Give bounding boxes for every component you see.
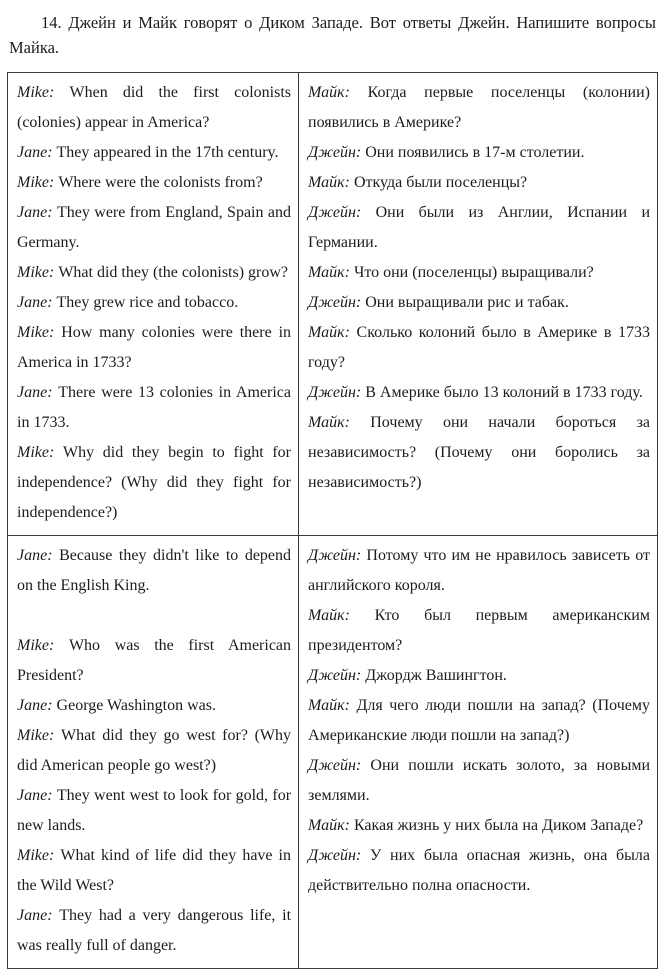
dialogue-line [17,721,291,781]
dialogue-line [17,258,291,288]
dialogue-line [308,691,650,751]
line-text: У них была опасная жизнь, она была действительно полна опасности. [308,847,651,894]
line-text: Кто был первым американским президентом? [308,607,650,654]
dialogue-line [308,318,650,378]
speaker-name: Jane: [17,547,60,564]
dialogue-cell-left [8,73,299,536]
dialogue-cell-right [299,536,658,969]
dialogue-cell-right [299,73,658,536]
line-text: Откуда были поселенцы? [353,174,528,191]
dialogue-line [308,78,650,138]
speaker-name: Майк: [308,324,357,341]
speaker-name: Джейн: [308,547,367,564]
speaker-name: Jane: [17,787,57,804]
dialogue-line [308,198,650,258]
line-text: Потому что им не нравилось зависеть от английского короля. [308,547,650,594]
speaker-name: Джейн: [308,847,370,864]
line-text: Where were the colonists from? [58,174,263,191]
speaker-name: Jane: [17,204,57,221]
dialogue-line [17,78,291,138]
speaker-name: Mike: [17,637,69,654]
dialogue-cell-left [8,536,299,969]
line-text: Why did they begin to fight for independence? (Why did they fight for independence?) [17,444,292,521]
speaker-name: Джейн: [308,204,376,221]
dialogue-line [308,408,650,498]
dialogue-line [17,841,291,901]
dialogue-line [17,378,291,438]
dialogue-line [17,691,291,721]
dialogue-row [8,536,658,969]
dialogue-line [308,751,650,811]
dialogue-line [308,378,650,408]
dialogue-row [8,73,658,536]
line-text: They appeared in the 17th century. [56,144,279,161]
speaker-name: Джейн: [308,384,366,401]
speaker-name: Mike: [17,847,61,864]
speaker-name: Mike: [17,174,59,191]
line-text: They had a very dangerous life, it was really full of danger. [17,907,292,954]
dialogue-line [308,601,650,661]
dialogue-table-body [8,73,658,969]
dialogue-line [17,168,291,198]
dialogue-line [308,288,650,318]
line-text: Сколько колоний было в Америке в 1733 году? [308,324,650,371]
line-text: How many colonies were there in America in 1733? [17,324,292,371]
line-text: They grew rice and tobacco. [56,294,239,311]
line-text: They were from England, Spain and Germany. [17,204,292,251]
line-text: Для чего люди пошли на запад? (Почему Американские люди пошли на запад?) [308,697,650,744]
line-text: Who was the first American President? [17,637,292,684]
dialogue-line [308,841,650,901]
speaker-name: Джейн: [308,294,366,311]
dialogue-line [17,288,291,318]
line-text: What did they go west for? (Why did American people go west?) [17,727,292,774]
dialogue-line [308,258,650,288]
dialogue-line [17,318,291,378]
dialogue-line [17,541,291,601]
dialogue-table [7,72,658,969]
speaker-name: Майк: [308,174,354,191]
line-text: George Washington was. [56,697,216,714]
speaker-name: Майк: [308,697,357,714]
speaker-name: Jane: [17,697,57,714]
dialogue-line [308,138,650,168]
speaker-name: Майк: [308,414,371,431]
speaker-name: Jane: [17,294,57,311]
line-text: They went west to look for gold, for new lands. [17,787,292,834]
line-text: Они появились в 17-м столетии. [365,144,585,161]
speaker-name: Mike: [17,84,70,101]
dialogue-line [308,168,650,198]
line-text: Они пошли искать золото, за новыми землями. [308,757,650,804]
speaker-name: Mike: [17,264,59,281]
speaker-name: Джейн: [308,757,371,774]
dialogue-line [17,781,291,841]
dialogue-line [308,811,650,841]
dialogue-line [17,438,291,528]
speaker-name: Jane: [17,384,59,401]
line-text: Because they didn't like to depend on the English King. [17,547,292,594]
line-text: When did the first colonists (colonies) appear in America? [17,84,292,131]
speaker-name: Джейн: [308,667,366,684]
speaker-name: Jane: [17,144,57,161]
speaker-name: Майк: [308,84,368,101]
exercise-title: 14. Джейн и Майк говорят о Диком Западе. Вот ответы Джейн. Напишите вопросы Майка. [9,13,656,57]
line-text: Что они (поселенцы) выращивали? [353,264,594,281]
line-text: Почему они начали бороться за независимость? (Почему они боролись за независимость?) [308,414,650,491]
speaker-name: Майк: [308,607,375,624]
line-text: What kind of life did they have in the Wild West? [17,847,291,894]
line-text: Они были из Англии, Испании и Германии. [308,204,651,251]
line-text: Когда первые поселенцы (колонии) появились в Америке? [308,84,650,131]
line-text: В Америке было 13 колоний в 1733 году. [365,384,643,401]
speaker-name: Майк: [308,817,354,834]
dialogue-line [308,541,650,601]
dialogue-line [17,631,291,691]
speaker-name: Jane: [17,907,60,924]
speaker-name: Mike: [17,324,62,341]
dialogue-line [17,901,291,961]
speaker-name: Mike: [17,444,63,461]
speaker-name: Mike: [17,727,61,744]
dialogue-line [308,661,650,691]
line-text: Какая жизнь у них была на Диком Западе? [353,817,644,834]
spacer-line [17,601,291,631]
line-text: There were 13 colonies in America in 1733. [17,384,292,431]
line-text: What did they (the colonists) grow? [58,264,289,281]
dialogue-line [17,138,291,168]
speaker-name: Майк: [308,264,354,281]
line-text: Джордж Вашингтон. [365,667,507,684]
dialogue-line [17,198,291,258]
line-text: Они выращивали рис и табак. [365,294,569,311]
speaker-name: Джейн: [308,144,366,161]
